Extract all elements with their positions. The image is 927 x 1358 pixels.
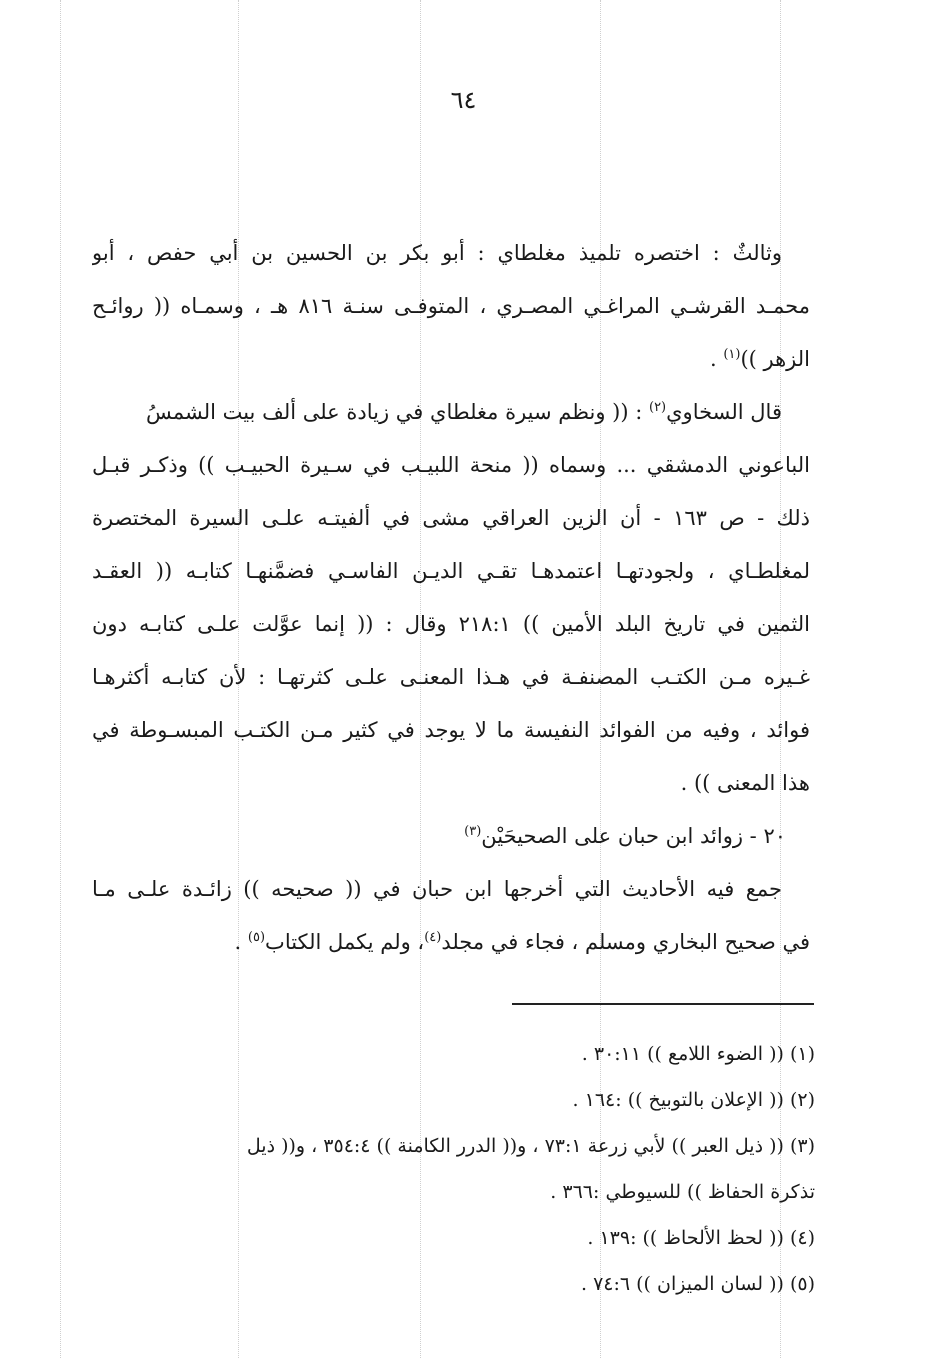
body-line-text: : (( ونظم سيرة مغلطاي في زيادة على ألف بيت الشمسُ xyxy=(146,400,643,424)
body-line: جمع فيه الأحاديث التي أخرجها ابن حبان في (( صحيحه )) زائـدة علـى مـا xyxy=(92,877,782,901)
footnote-ref: (٤) xyxy=(424,930,442,945)
body-line xyxy=(92,333,810,386)
body-line-text: في صحيح البخاري ومسلم ، فجاء في مجلد xyxy=(441,930,810,954)
footnote-separator xyxy=(512,1003,814,1005)
footnote: (٥) (( لسان الميزان )) ٧٤:٦ . xyxy=(580,1273,815,1295)
footnote-continuation: تذكرة الحفاظ )) للسيوطي :٣٦٦ . xyxy=(550,1181,815,1203)
body-line: محمـد القرشـي المراغـي المصـري ، المتوفـى سنـة ٨١٦ هـ ، وسمـاه (( روائـح xyxy=(92,294,810,318)
body-line: لمغلطـاي ، ولجودتهـا اعتمدهـا تقـي الديـن الفاسـي فضمَّنهـا كتابـه (( العقـد xyxy=(92,559,810,583)
section-heading xyxy=(92,810,810,863)
body-line xyxy=(92,916,810,969)
footnote: (١) (( الضوء اللامع )) ٣٠:١١ . xyxy=(581,1043,815,1065)
section-heading-text: ٢٠ - زوائد ابن حبان على الصحيحَيْن xyxy=(481,824,786,848)
scan-guide-line xyxy=(60,0,61,1358)
body-line: ذلك - ص ١٦٣ - أن الزين العراقي مشى في ألفيتـه علـى السيرة المختصرة xyxy=(92,506,810,530)
body-line-text: قال السخاوي xyxy=(666,400,782,424)
body-line: غـيره مـن الكتـب المصنفـة في هـذا المعنـى علـى كثرتهـا : لأن كتابـه أكثرهـا xyxy=(92,665,810,689)
footnote-ref: (٣) xyxy=(464,824,482,839)
body-line: هذا المعنى )) . xyxy=(680,771,810,795)
footnote-ref: (٥) xyxy=(247,930,266,945)
footnote-ref: (١) xyxy=(723,347,741,362)
body-line: الباعوني الدمشقي ... وسماه (( منحة اللبيـب في سـيرة الحبيـب )) وذكـر قبـل xyxy=(92,453,810,477)
period: . xyxy=(709,347,724,371)
page-number: ٦٤ xyxy=(450,86,477,114)
footnote: (٢) (( الإعلان بالتوبيخ )) :١٦٤ . xyxy=(572,1089,815,1111)
body-line-text: ، ولم يكمل الكتاب xyxy=(265,930,425,954)
body-line: الثمين في تاريخ البلد الأمين )) ٢١٨:١ وقال : (( إنما عوَّلت علـى كتابـه دون xyxy=(92,612,810,636)
footnote: (٤) (( لحظ الألحاظ )) :١٣٩ . xyxy=(587,1227,815,1249)
footnote: (٣) (( ذيل العبر )) لأبي زرعة ٧٣:١ ، و(( الدرر الكامنة )) ٣٥٤:٤ ، و(( ذيل xyxy=(246,1135,815,1157)
period: . xyxy=(234,930,248,954)
body-line-text: الزهر )) xyxy=(740,347,810,371)
body-text xyxy=(92,227,810,969)
body-line: فوائد ، وفيه من الفوائد النفيسة ما لا يوجد في كثير مـن الكتـب المبسـوطة في xyxy=(92,718,810,742)
body-line xyxy=(92,386,810,439)
footnote-ref: (٢) xyxy=(648,400,667,415)
body-line: وثالثٌ : اختصره تلميذ مغلطاي : أبو بكر بن الحسين بن أبي حفص ، أبو xyxy=(92,241,782,265)
footnotes xyxy=(100,1031,815,1307)
